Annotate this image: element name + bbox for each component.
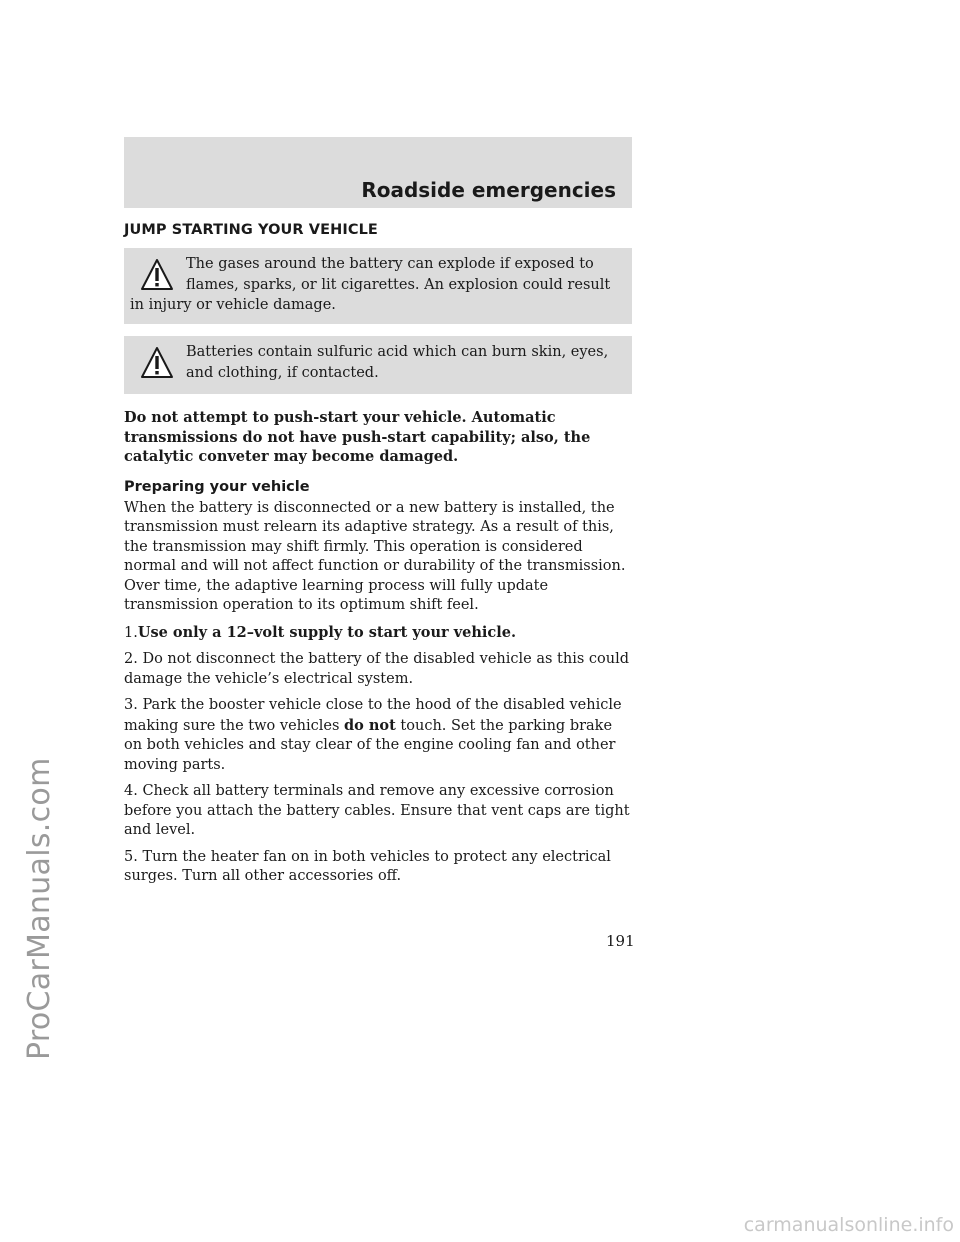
watermark-bottom: carmanualsonline.info xyxy=(743,1214,954,1236)
header-band xyxy=(124,137,632,208)
warning-triangle-icon xyxy=(140,346,174,380)
warning-text: Batteries contain sulfuric acid which can burn skin, eyes, and clothing, if contacted. xyxy=(186,344,609,381)
warning-box-acid xyxy=(124,336,632,394)
warning-triangle-icon xyxy=(140,258,174,292)
subsection-title: Preparing your vehicle xyxy=(124,478,310,495)
step-3 xyxy=(124,696,632,775)
subsection-intro: When the battery is disconnected or a new battery is installed, the transmission must relearn its adaptive strategy. As a result of this, the transmission may shift firmly. This operation is considered normal and will not affect function or durability of the transmission. Over time, the adaptive learning process will fully update transmission operation to its optimum shift feel. xyxy=(124,499,626,613)
step-3-post: touch. Set the parking brake on both vehicles and stay clear of the engine cooling fan and other moving parts. xyxy=(124,717,616,773)
watermark-side-text: ProCarManuals.com xyxy=(22,757,57,1060)
step-1-bold: Use only a 12–volt supply to start your vehicle. xyxy=(137,623,517,641)
warning-box-explosion xyxy=(124,248,632,324)
page-content xyxy=(124,222,632,894)
warning-text: The gases around the battery can explode if exposed to flames, sparks, or lit cigarettes. An explosion could result in injury or vehicle damage. xyxy=(130,256,611,313)
page-number: 191 xyxy=(606,932,635,950)
step-1 xyxy=(124,623,632,644)
step-5: 5. Turn the heater fan on in both vehicles to protect any electrical surges. Turn all other accessories off. xyxy=(124,848,611,884)
step-3-bold: do not xyxy=(344,716,396,734)
push-start-notice: Do not attempt to push-start your vehicle. Automatic transmissions do not have push-start capability; also, the catalytic conveter may become damaged. xyxy=(124,409,591,465)
step-number: 1. xyxy=(124,624,138,641)
step-4: 4. Check all battery terminals and remove any excessive corrosion before you attach the battery cables. Ensure that vent caps are tight and level. xyxy=(124,783,630,838)
step-3-pre: 3. Park the booster vehicle close to the hood of the disabled vehicle making sure the two vehicles xyxy=(124,697,622,734)
section-title: JUMP STARTING YOUR VEHICLE xyxy=(124,222,378,238)
step-2: 2. Do not disconnect the battery of the disabled vehicle as this could damage the vehicle’s electrical system. xyxy=(124,651,630,687)
section-header-title: Roadside emergencies xyxy=(361,178,616,202)
